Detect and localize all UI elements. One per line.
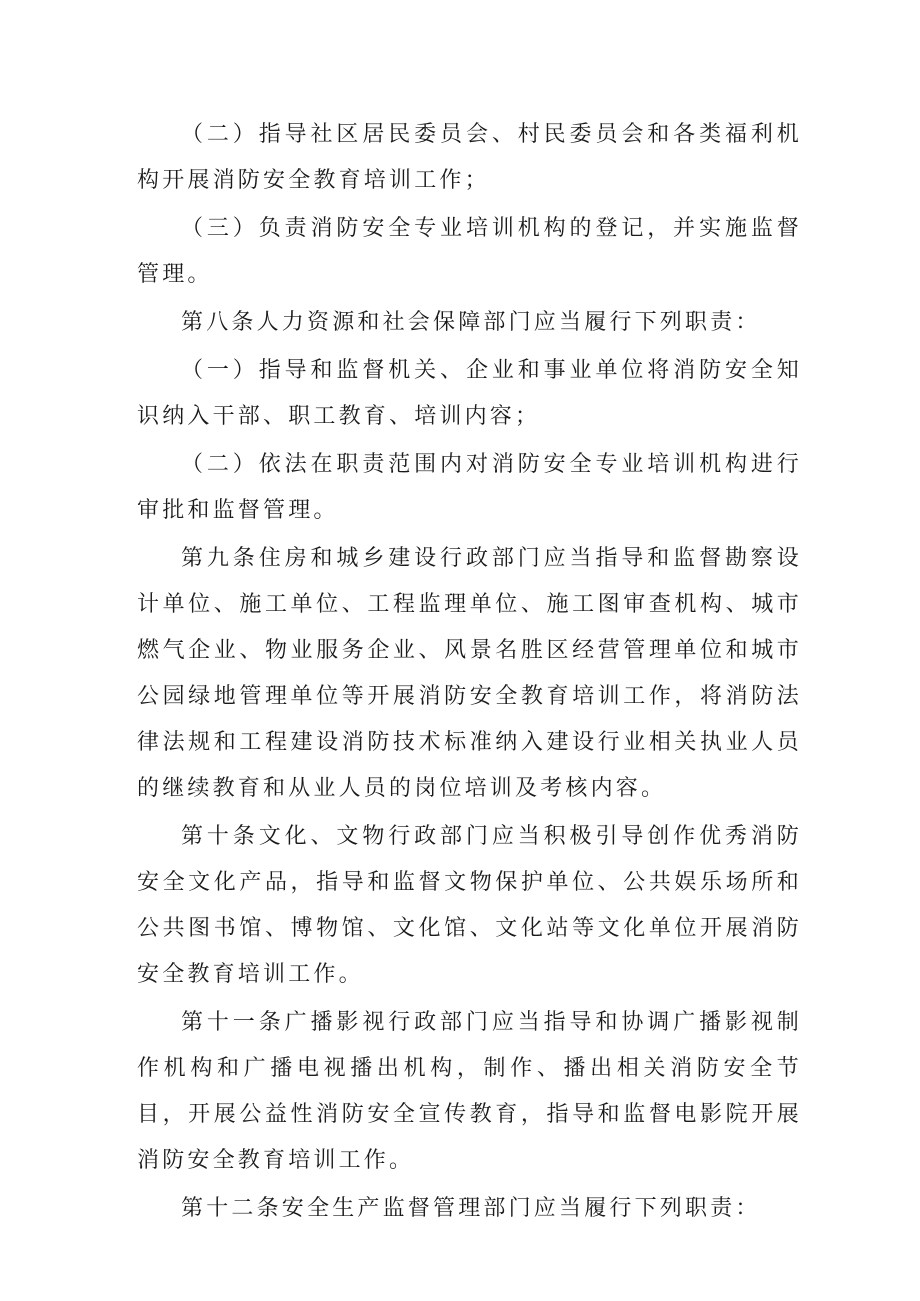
paragraph-item-2: （二）指导社区居民委员会、村民委员会和各类福利机构开展消防安全教育培训工作； [137, 122, 802, 193]
document-body [137, 112, 802, 1234]
article-8-heading: 第八条人力资源和社会保障部门应当履行下列职责： [181, 310, 761, 335]
article-12-heading: 第十二条安全生产监督管理部门应当履行下列职责： [181, 1196, 761, 1221]
paragraph-item-2b: （二）依法在职责范围内对消防安全专业培训机构进行审批和监督管理。 [137, 452, 802, 523]
paragraph-item-1: （一）指导和监督机关、企业和事业单位将消防安全知识纳入干部、职工教育、培训内容； [137, 358, 802, 429]
article-11: 第十一条广播影视行政部门应当指导和协调广播影视制作机构和广播电视播出机构，制作、播出相关消防安全节目，开展公益性消防安全宣传教育，指导和监督电影院开展消防安全教育培训工作。 [137, 1010, 802, 1173]
paragraph-item-3: （三）负责消防安全专业培训机构的登记，并实施监督管理。 [137, 216, 802, 287]
article-9: 第九条住房和城乡建设行政部门应当指导和监督勘察设计单位、施工单位、工程监理单位、施工图审查机构、城市燃气企业、物业服务企业、风景名胜区经营管理单位和城市公园绿地管理单位等开展消防安全教育培训工作，将消防法律法规和工程建设消防技术标准纳入建设行业相关执业人员的继续教育和从业人员的岗位培训及考核内容。 [137, 546, 802, 801]
article-10: 第十条文化、文物行政部门应当积极引导创作优秀消防安全文化产品，指导和监督文物保护单位、公共娱乐场所和公共图书馆、博物馆、文化馆、文化站等文化单位开展消防安全教育培训工作。 [137, 824, 802, 987]
